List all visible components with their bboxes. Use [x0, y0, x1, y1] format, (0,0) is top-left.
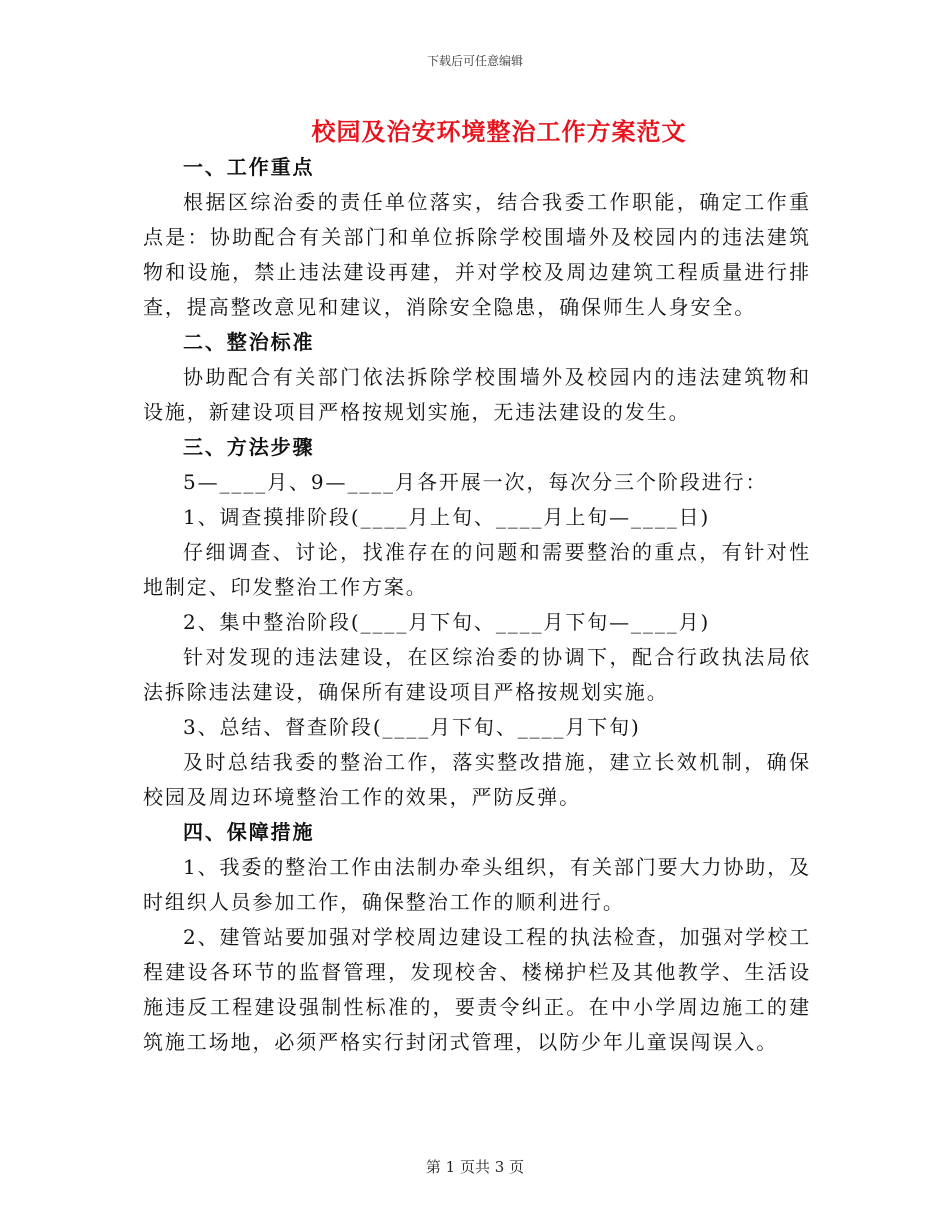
paragraph: 协助配合有关部门依法拆除学校围墙外及校园内的违法建筑物和设施，新建设项目严格按规划实施，无违法建设的发生。 [143, 365, 811, 424]
paragraph: 仔细调查、讨论，找准存在的问题和需要整治的重点，有针对性地制定、印发整治工作方案。 [143, 540, 811, 599]
step-heading: 2、集中整治阶段(____月下旬、____月下旬—____月) [183, 610, 711, 634]
section-heading-2: 二、整治标准 [183, 330, 315, 354]
page-number: 第 1 页共 3 页 [425, 1158, 525, 1176]
paragraph: 5—____月、9—____月各开展一次，每次分三个阶段进行： [183, 470, 768, 494]
section-heading-3: 三、方法步骤 [183, 435, 315, 459]
step-heading: 1、调查摸排阶段(____月上旬、____月上旬—____日) [183, 505, 711, 529]
section-heading-4: 四、保障措施 [183, 820, 315, 844]
paragraph: 针对发现的违法建设，在区综治委的协调下，配合行政执法局依法拆除违法建设，确保所有建设项目严格按规划实施。 [143, 645, 811, 704]
document-body [143, 150, 811, 1060]
paragraph: 及时总结我委的整治工作，落实整改措施，建立长效机制，确保校园及周边环境整治工作的效果，严防反弹。 [143, 750, 811, 809]
page-header-note: 下载后可任意编辑 [426, 54, 523, 68]
document-title: 校园及治安环境整治工作方案范文 [311, 117, 687, 146]
paragraph: 2、建管站要加强对学校周边建设工程的执法检查，加强对学校工程建设各环节的监督管理，发现校舍、楼梯护栏及其他教学、生活设施违反工程建设强制性标准的，要责令纠正。在中小学周边施工的建筑施工场地，必须严格实行封闭式管理，以防少年儿童误闯误入。 [143, 925, 811, 1054]
step-heading: 3、总结、督查阶段(____月下旬、____月下旬) [183, 715, 641, 739]
section-heading-1: 一、工作重点 [183, 155, 315, 179]
paragraph: 根据区综治委的责任单位落实，结合我委工作职能，确定工作重点是：协助配合有关部门和单位拆除学校围墙外及校园内的违法建筑物和设施，禁止违法建设再建，并对学校及周边建筑工程质量进行排查，提高整改意见和建议，消除安全隐患，确保师生人身安全。 [143, 190, 811, 319]
paragraph: 1、我委的整治工作由法制办牵头组织，有关部门要大力协助，及时组织人员参加工作，确保整治工作的顺利进行。 [143, 855, 811, 914]
